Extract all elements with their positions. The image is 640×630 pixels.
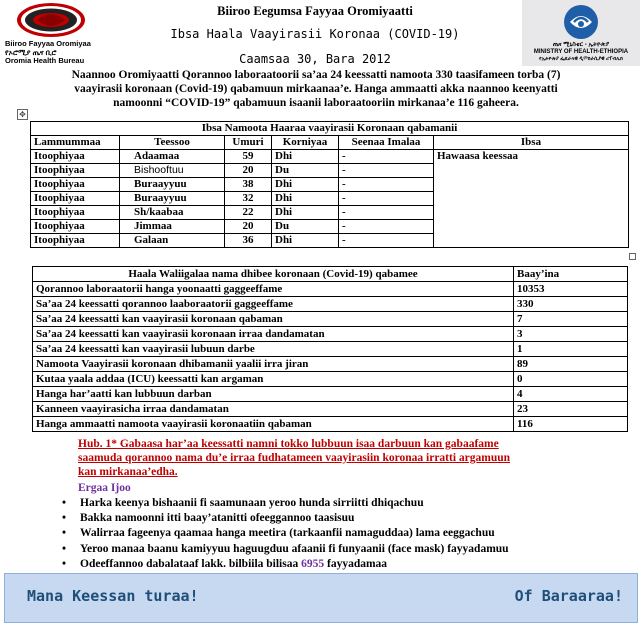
col-header-sex: Korniyaa — [272, 136, 339, 150]
table-title-row — [31, 122, 629, 136]
cell-travel: - — [339, 150, 434, 164]
summary-value: 0 — [514, 372, 628, 387]
summary-value: 1 — [514, 342, 628, 357]
cell-sex: Du — [272, 164, 339, 178]
footer-banner — [4, 573, 638, 623]
note-line: saamuda qorannoo nama du’e irraa fudhatameen vaayirasiin koronaa irratti argamuun — [78, 452, 511, 464]
list-item: • Walirraa fageenya qaamaa hanga meetira (tarkaanfii namaguddaa) lama eeggachuu — [62, 526, 622, 541]
cell-travel: - — [339, 206, 434, 220]
key-messages-list — [62, 496, 622, 572]
report-subtitle: Ibsa Haala Vaayirasii Koronaa (COVID-19) — [170, 27, 460, 41]
right-logo-caption — [524, 42, 638, 63]
summary-value: 10353 — [514, 282, 628, 297]
cell-address: Jimmaa — [120, 220, 225, 234]
cell-age: 20 — [225, 220, 272, 234]
table-row — [33, 357, 628, 372]
list-item: • Bakka namoonni itti baay’atanitti ofeeggannoo taasisuu — [62, 511, 622, 526]
report-date: Caamsaa 30, Bara 2012 — [239, 52, 391, 66]
summary-label: Hanga har’aatti kan lubbuun darban — [33, 387, 514, 402]
table-resize-handle[interactable] — [629, 253, 636, 260]
note-line: kan mirkanaa’edha. — [78, 466, 178, 478]
cell-sex: Dhi — [272, 150, 339, 164]
cell-age: 59 — [225, 150, 272, 164]
summary-value: 116 — [514, 417, 628, 432]
summary-table — [32, 266, 628, 432]
intro-line: vaayirasii koronaan (Covid-19) qabamuun mirkaanaa’e. Hanga ammaatti akka naannoo keenyatti — [74, 83, 558, 95]
note-paragraph — [78, 437, 598, 479]
right-logo-line: የኢትዮጵያ ፌዴራላዊ ዲሞክራሲያዊ ሪፐብሊክ — [539, 56, 623, 62]
intro-paragraph — [36, 68, 596, 110]
hotline-prefix: Odeeffannoo dabalataaf lakk. bilbiila bilisaa — [80, 557, 299, 570]
summary-value: 23 — [514, 402, 628, 417]
table-row — [33, 417, 628, 432]
ministry-of-health-logo — [522, 0, 640, 66]
cell-age: 38 — [225, 178, 272, 192]
hotline-number: 6955 — [301, 557, 325, 570]
bureau-emblem-icon — [2, 0, 100, 40]
table-row — [33, 402, 628, 417]
table-row — [33, 312, 628, 327]
note-line: Hub. 1* Gabaasa har’aa keessatti namni tokko lubbuun isaa darbuun kan gabaafame — [78, 438, 499, 450]
col-header-address: Teessoo — [120, 136, 225, 150]
ministry-emblem-icon — [554, 4, 608, 40]
summary-value: 4 — [514, 387, 628, 402]
table-header-row — [33, 267, 628, 282]
footer-stay-home: Mana Keessan turaa! — [27, 587, 199, 605]
left-logo-caption — [5, 40, 91, 66]
table-row — [33, 387, 628, 402]
key-messages-heading: Ergaa Ijoo — [78, 482, 131, 494]
intro-line: namoonni “COVID-19” qabamuun isaanii laboraatooriin mirkanaa’e 116 gaheera. — [113, 97, 519, 109]
summary-header-count: Baay’ina — [514, 267, 628, 282]
summary-label: Sa’aa 24 keessatti qorannoo laaboraatorii gaggeeffame — [33, 297, 514, 312]
summary-label: Sa’aa 24 keessatti kan vaayirasii koronaan irraa dandamatan — [33, 327, 514, 342]
summary-label: Kanneen vaayirasicha irraa dandamatan — [33, 402, 514, 417]
cell-nationality: Itoophiyaa — [31, 164, 120, 178]
summary-label: Hanga ammaatti namoota vaayirasii koronaatiin qabaman — [33, 417, 514, 432]
cell-travel: - — [339, 164, 434, 178]
cell-age: 22 — [225, 206, 272, 220]
cell-address: Buraayyuu — [120, 192, 225, 206]
table-row — [33, 327, 628, 342]
new-cases-table — [30, 121, 629, 248]
table-row — [33, 297, 628, 312]
summary-value: 330 — [514, 297, 628, 312]
table-row — [31, 150, 629, 164]
col-header-age: Umuri — [225, 136, 272, 150]
cell-nationality: Itoophiyaa — [31, 234, 120, 248]
org-title: Biiroo Eegumsa Fayyaa Oromiyaatti — [217, 4, 413, 18]
cell-sex: Dhi — [272, 178, 339, 192]
table-row — [33, 282, 628, 297]
summary-value: 3 — [514, 327, 628, 342]
cell-travel: - — [339, 234, 434, 248]
left-logo-line: Oromia Health Bureau — [5, 56, 85, 65]
summary-label: Sa’aa 24 keessatti kan vaayirasii lubuun darbe — [33, 342, 514, 357]
summary-label: Namoota Vaayirasii koronaan dhibamanii yaalii irra jiran — [33, 357, 514, 372]
col-header-travel-history: Seenaa Imalaa — [339, 136, 434, 150]
summary-header-status: Haala Waliigalaa nama dhibee koronaan (Covid-19) qabamee — [33, 267, 514, 282]
right-logo-line: MINISTRY OF HEALTH-ETHIOPIA — [533, 49, 629, 55]
cell-travel: - — [339, 220, 434, 234]
cell-address: Adaamaa — [120, 150, 225, 164]
cell-travel: - — [339, 192, 434, 206]
right-logo-line: ጤና ሚኒስቴር - ኢትዮጵያ — [552, 42, 610, 48]
footer-protect-yourself: Of Baraaraa! — [514, 587, 623, 605]
table-row — [33, 342, 628, 357]
cell-address: Buraayyuu — [120, 178, 225, 192]
cell-age: 20 — [225, 164, 272, 178]
cell-remark: Hawaasa keessaa — [434, 150, 629, 248]
cell-address: Galaan — [120, 234, 225, 248]
cell-sex: Dhi — [272, 206, 339, 220]
new-cases-table-title: Ibsa Namoota Haaraa vaayirasii Koronaan qabamanii — [31, 122, 629, 136]
cell-address: Sh/kaabaa — [120, 206, 225, 220]
summary-value: 7 — [514, 312, 628, 327]
list-item: • Yeroo manaa baanu kamiyyuu haguugduu afaanii fi funyaanii (face mask) fayyadamuu — [62, 542, 622, 557]
list-item — [62, 557, 622, 572]
list-item: • Harka keenya bishaanii fi saamunaan yeroo hunda sirriitti dhiqachuu — [62, 496, 622, 511]
table-move-handle-icon[interactable]: ✥ — [17, 109, 28, 120]
cell-age: 32 — [225, 192, 272, 206]
summary-label: Qorannoo laboraatorii hanga yoonaatti gaggeeffame — [33, 282, 514, 297]
cell-travel: - — [339, 178, 434, 192]
cell-sex: Dhi — [272, 234, 339, 248]
table-row — [33, 372, 628, 387]
summary-label: Sa’aa 24 keessatti kan vaayirasii koronaan qabaman — [33, 312, 514, 327]
cell-sex: Dhi — [272, 192, 339, 206]
table-header-row — [31, 136, 629, 150]
cell-age: 36 — [225, 234, 272, 248]
summary-value: 89 — [514, 357, 628, 372]
cell-nationality: Itoophiyaa — [31, 192, 120, 206]
summary-label: Kutaa yaala addaa (ICU) keessatti kan argaman — [33, 372, 514, 387]
cell-nationality: Itoophiyaa — [31, 150, 120, 164]
left-logo-line: የኦሮሚያ ጤና ቢሮ — [5, 47, 57, 57]
cell-nationality: Itoophiyaa — [31, 178, 120, 192]
cell-sex: Du — [272, 220, 339, 234]
col-header-nationality: Lammummaa — [31, 136, 120, 150]
col-header-remark: Ibsa — [434, 136, 629, 150]
cell-nationality: Itoophiyaa — [31, 220, 120, 234]
left-logo-line: Biiroo Fayyaa Oromiyaa — [5, 39, 91, 48]
oromia-health-bureau-logo — [2, 0, 100, 66]
cell-nationality: Itoophiyaa — [31, 206, 120, 220]
cell-address: Bishooftuu — [120, 164, 225, 178]
intro-line: Naannoo Oromiyaatti Qorannoo laboraatoorii sa’aa 24 keessatti namoota 330 taasifameen torba (7) — [71, 69, 561, 81]
hotline-suffix: fayyadamaa — [326, 557, 388, 570]
